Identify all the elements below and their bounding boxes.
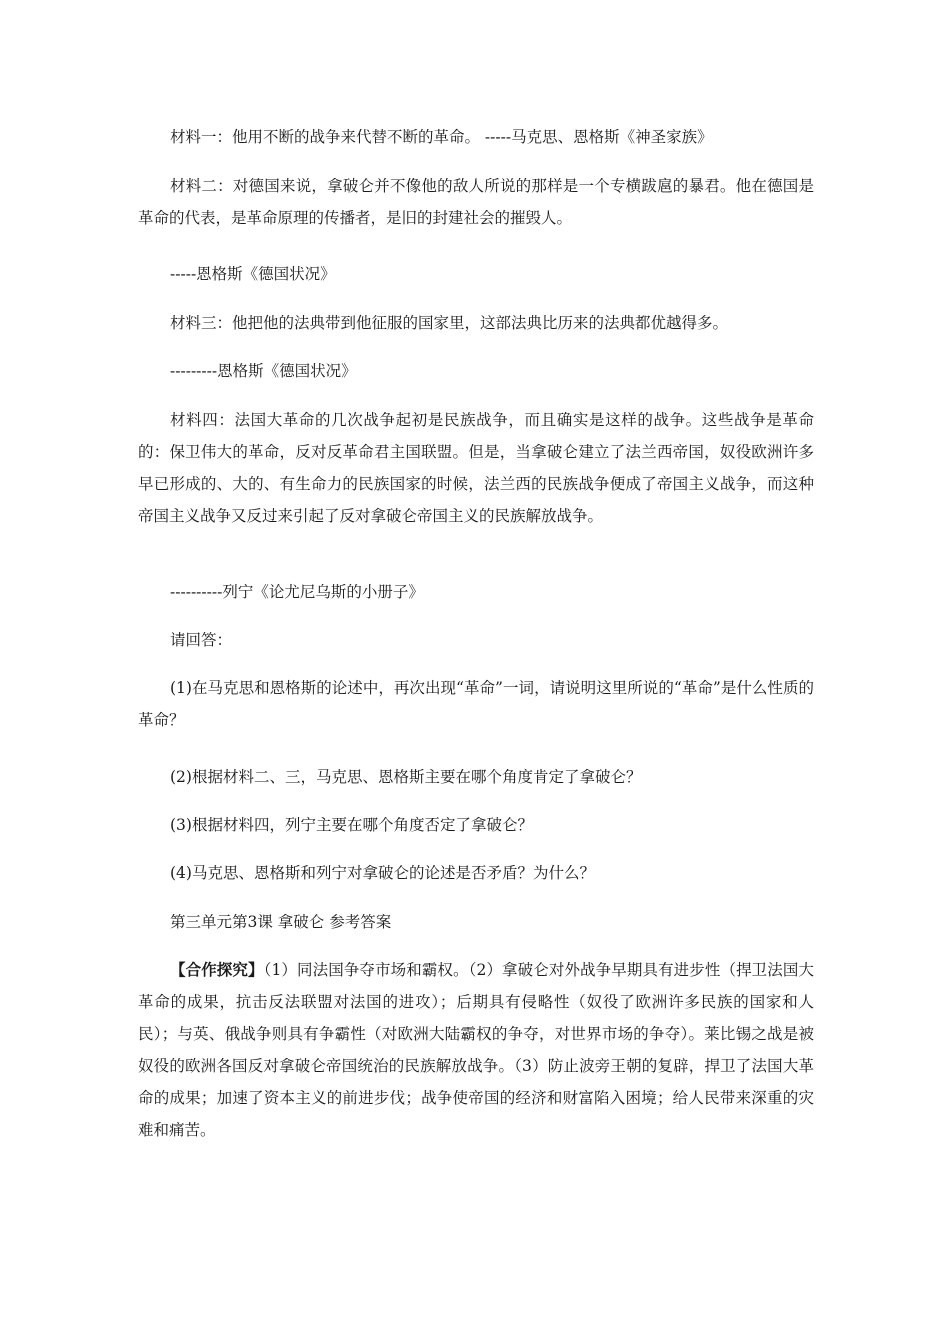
answers-label: 【合作探究】: [170, 960, 264, 979]
question-1: (1)在马克思和恩格斯的论述中，再次出现“革命”一词，请说明这里所说的“革命”是什么性质的革命？: [138, 679, 814, 729]
material-3: 材料三：他把他的法典带到他征服的国家里，这部法典比历来的法典都优越得多。: [170, 314, 729, 332]
questions-prompt: 请回答：: [170, 631, 233, 649]
material-4-source: ----------列宁《论尤尼乌斯的小册子》: [170, 583, 424, 601]
answers-text: （1）同法国争夺市场和霸权。（2）拿破仑对外战争早期具有进步性（捍卫法国大革命的成果，抗击反法联盟对法国的进攻）；后期具有侵略性（奴役了欧洲许多民族的国家和人民）；与英、俄战争则具有争霸性（对欧洲大陆霸权的争夺，对世界市场的争夺）。莱比锡之战是被奴役的欧洲各国反对拿破仑帝国统治的民族解放战争。（3）防止波旁王朝的复辟，捍卫了法国大革命的成果；加速了资本主义的前进步伐；战争使帝国的经济和财富陷入困境；给人民带来深重的灾难和痛苦。: [138, 961, 814, 1139]
material-3-source: ---------恩格斯《德国状况》: [170, 362, 357, 380]
question-4: (4)马克思、恩格斯和列宁对拿破仑的论述是否矛盾？为什么？: [170, 864, 595, 882]
answers-heading: 第三单元第3课 拿破仑 参考答案: [170, 913, 392, 931]
material-2: 材料二：对德国来说，拿破仑并不像他的敌人所说的那样是一个专横跋扈的暴君。他在德国是革命的代表，是革命原理的传播者，是旧的封建社会的摧毁人。: [138, 177, 814, 227]
material-1: 材料一：他用不断的战争来代替不断的革命。 -----马克思、恩格斯《神圣家族》: [170, 128, 713, 146]
question-2: (2)根据材料二、三，马克思、恩格斯主要在哪个角度肯定了拿破仑？: [170, 768, 642, 786]
question-3: (3)根据材料四，列宁主要在哪个角度否定了拿破仑？: [170, 816, 533, 834]
answers-body: [138, 954, 814, 1146]
material-2-source: -----恩格斯《德国状况》: [170, 265, 336, 283]
material-4: 材料四：法国大革命的几次战争起初是民族战争，而且确实是这样的战争。这些战争是革命的：保卫伟大的革命，反对反革命君主国联盟。但是，当拿破仑建立了法兰西帝国，奴役欧洲许多早已形成的、大的、有生命力的民族国家的时候，法兰西的民族战争便成了帝国主义战争，而这种帝国主义战争又反过来引起了反对拿破仑帝国主义的民族解放战争。: [138, 411, 814, 525]
